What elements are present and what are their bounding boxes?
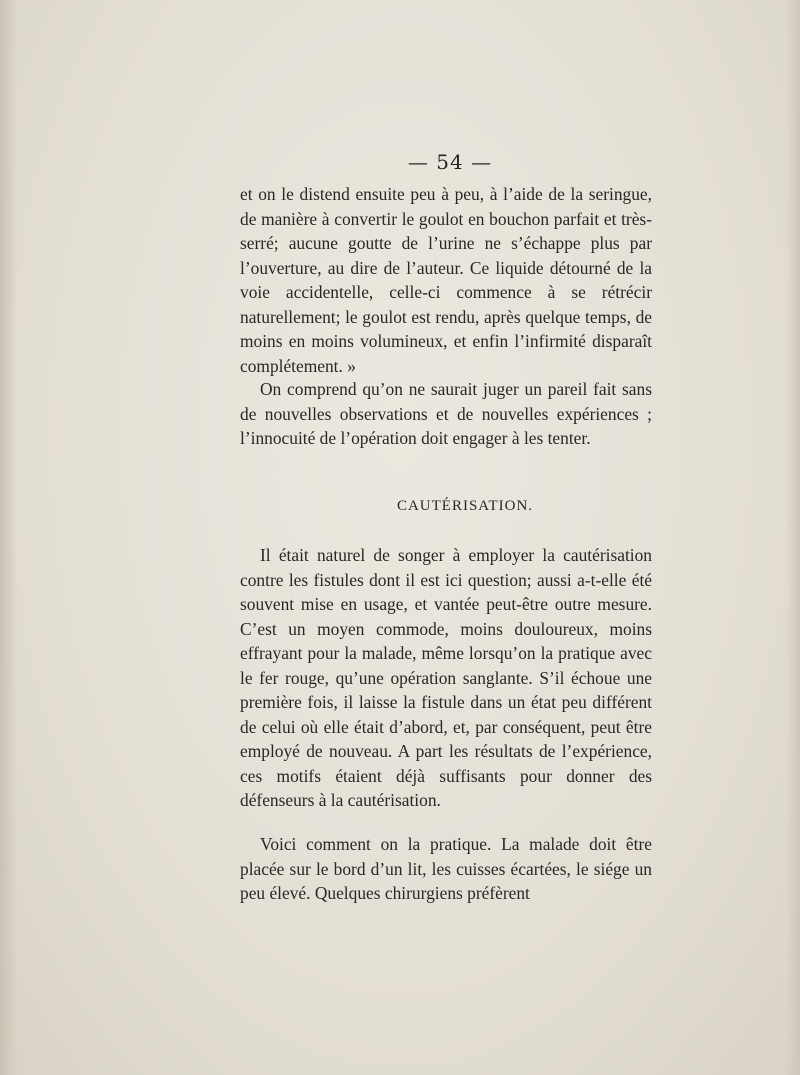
paragraph-cauterisation-method: Voici comment on la pratique. La malade doit être placée sur le bord d’un lit, les cuisses écartées, le siége un peu élevé. Quelques chirurgiens préfèrent: [240, 834, 652, 903]
section-heading: CAUTÉRISATION.: [396, 498, 534, 514]
page-number: — 54 —: [407, 150, 493, 174]
paragraph-continuation: et on le distend ensuite peu à peu, à l’aide de la seringue, de manière à convertir le goulot en bouchon parfait et très-serré; aucune goutte de l’urine ne s’échappe plus par l’ouverture, au dire de l’auteur. Ce liquide détourné de la voie accidentelle, celle-ci commence à se rétrécir naturellement; le goulot est rendu, après quelque temps, de moins en moins volumineux, et enfin l’infirmité disparaît complétement. »: [240, 184, 652, 376]
paragraph-cauterisation-intro: Il était naturel de songer à employer la cautérisation contre les fistules dont il est ici question; aussi a-t-elle été souvent mise en usage, et vantée peut-être outre mesure. C’est un moyen commode, moins douloureux, moins effrayant pour la malade, même lorsqu’on la pratique avec le fer rouge, qu’une opération sanglante. S’il échoue une première fois, il laisse la fistule dans un état peu différent de celui où elle était d’abord, et, par conséquent, peut être employé de nouveau. A part les résultats de l’expérience, ces motifs étaient déjà suffisants pour donner des défenseurs à la cautérisation.: [240, 545, 652, 810]
paragraph-innocuity: On comprend qu’on ne saurait juger un pareil fait sans de nouvelles observations et de nouvelles expériences ; l’innocuité de l’opération doit engager à les tenter.: [240, 379, 652, 448]
